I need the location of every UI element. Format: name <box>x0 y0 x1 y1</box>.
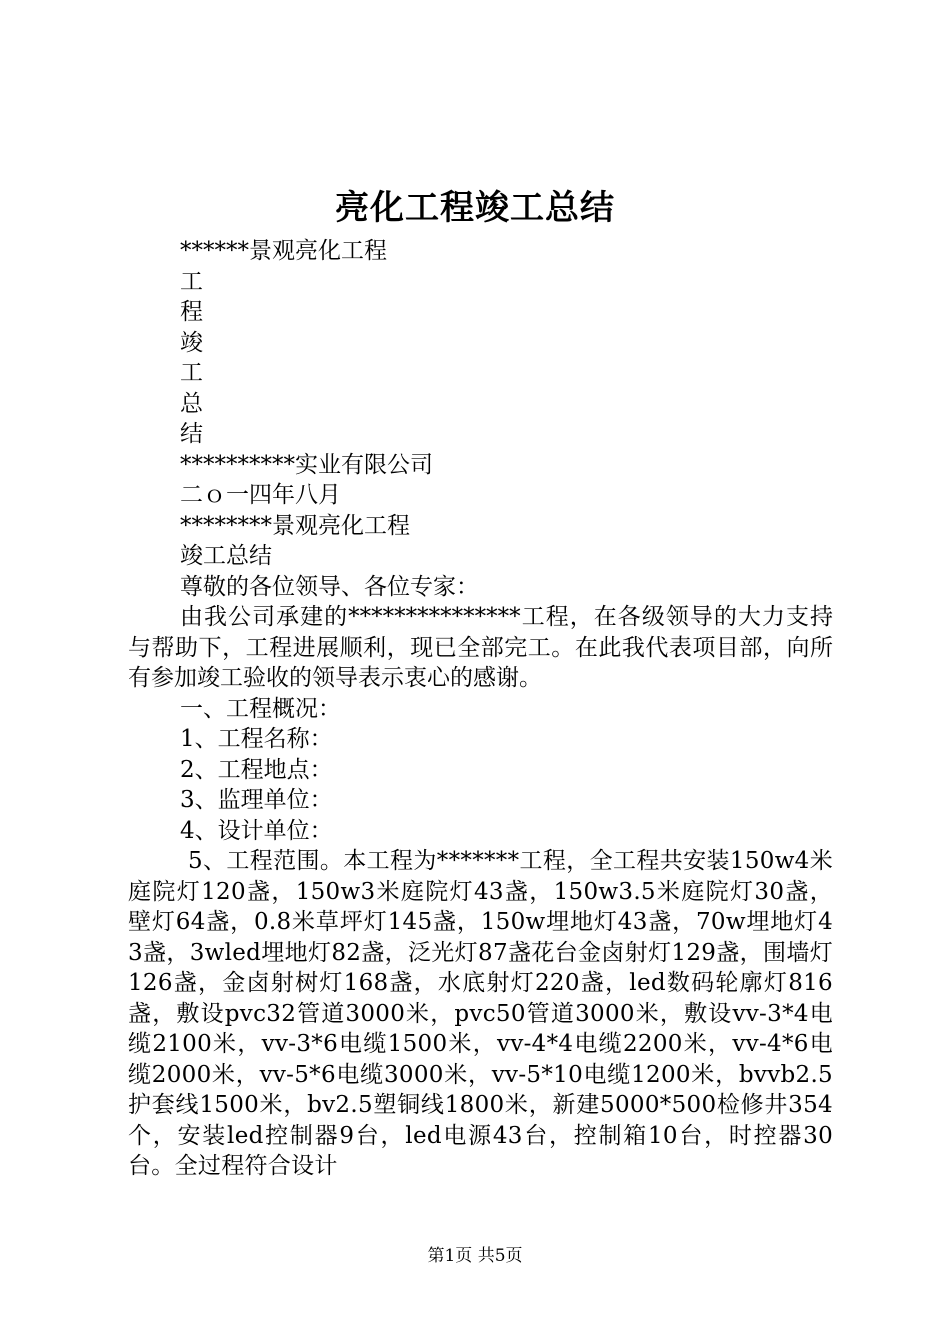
document-date: 二ｏ一四年八月 <box>180 482 341 508</box>
list-item: 1、工程名称： <box>180 726 333 752</box>
page-number-footer: 第1页 共5页 <box>427 1246 523 1266</box>
list-item: 2、工程地点： <box>180 756 333 783</box>
text-line: 工 <box>180 360 203 386</box>
text-line: 竣工总结 <box>180 543 272 569</box>
text-line: 工 <box>180 268 203 295</box>
text-line: ******景观亮化工程 <box>180 238 387 264</box>
text-line: 结 <box>180 421 203 447</box>
text-line: 总 <box>180 390 203 417</box>
text-line: ********景观亮化工程 <box>180 512 410 539</box>
salutation: 尊敬的各位领导、各位专家： <box>180 573 479 600</box>
scope-paragraph: 5、工程范围。本工程为*******工程，全工程共安装150w4米庭院灯120盏，150w3米庭院灯43盏，150w3.5米庭院灯30盏，壁灯64盏，0.8米草坪灯145盏，150w埋地灯43盏，70w埋地灯43盏，3wled埋地灯82盏，泛光灯87盏花台金卤射灯129盏，围墙灯126盏，金卤射树灯168盏，水底射灯220盏，led数码轮廓灯816盏，敷设pvc32管道3000米，pvc50管道3000米，敷设vv-3*4电缆2100米，vv-3*6电缆1500米，vv-4*4电缆2200米，vv-4*6电缆2000米，vv-5*6电缆3000米，vv-5*10电缆1200米，bvvb2.5护套线1500米，bv2.5塑铜线1800米，新建5000*500检修井354个，安装led控制器9台，led电源43台，控制箱10台，时控器30台。全过程符合设计 <box>128 848 833 1179</box>
text-line: 程 <box>180 299 203 325</box>
list-item: 3、监理单位： <box>180 787 333 813</box>
document-title: 亮化工程竣工总结 <box>335 188 615 228</box>
company-name: **********实业有限公司 <box>180 451 433 478</box>
intro-paragraph: 由我公司承建的***************工程，在各级领导的大力支持与帮助下，工程进展顺利，现已全部完工。在此我代表项目部，向所有参加竣工验收的领导表示衷心的感谢。 <box>128 604 833 691</box>
document-body <box>128 236 833 1182</box>
text-line: 竣 <box>180 329 203 356</box>
section-heading: 一、工程概况： <box>180 695 341 722</box>
list-item: 4、设计单位： <box>180 817 333 844</box>
